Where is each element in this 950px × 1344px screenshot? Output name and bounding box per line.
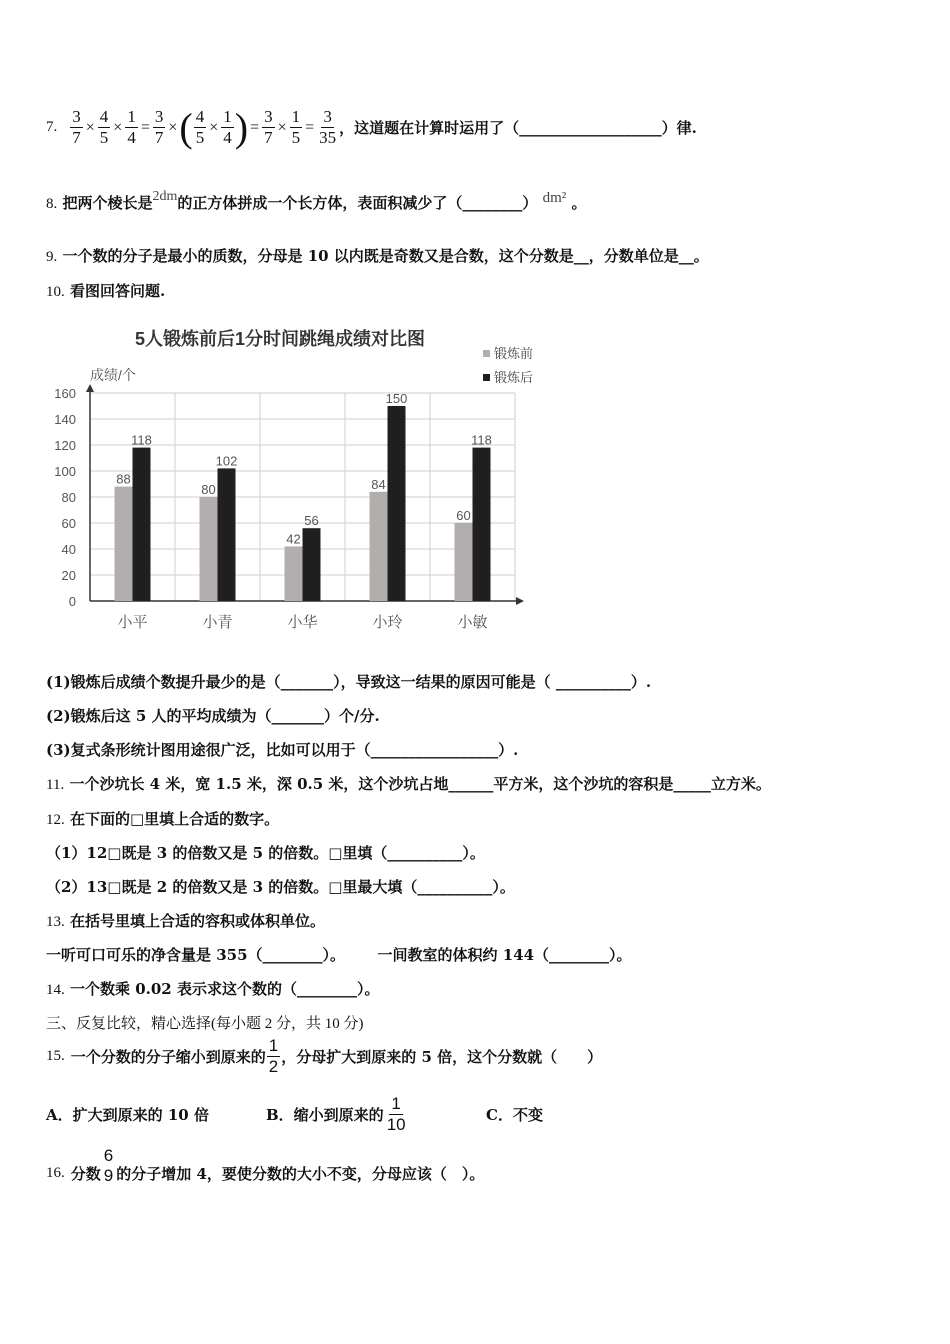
- question-12: [46, 808, 279, 829]
- y-tick-label: 80: [61, 490, 76, 505]
- question-16: [46, 1146, 485, 1193]
- y-tick-label: 0: [68, 594, 76, 609]
- y-tick-label: 100: [54, 464, 76, 479]
- x-tick-label: 小华: [287, 614, 318, 631]
- question-text: 的分子增加 4，要使分数的大小不变，分母应该（ ）。: [116, 1165, 485, 1184]
- bar: [200, 497, 218, 601]
- x-tick-label: 小平: [117, 614, 148, 631]
- fraction: $\frac{3}{35}$: [319, 107, 337, 147]
- question-text: 一个数乘 0.02 表示求这个数的（________）。: [69, 980, 380, 998]
- question-14: [46, 978, 379, 999]
- unit-label: dm²: [542, 190, 567, 206]
- y-tick-label: 140: [54, 412, 76, 427]
- question-12-sub2: （2）13□既是 2 的倍数又是 3 的倍数。□里最大填（__________）。: [46, 878, 515, 896]
- question-15: [46, 1036, 602, 1076]
- question-text: 一个数的分子是最小的质数，分母是 10 以内既是奇数又是合数，这个分数是__，分数单位是__。: [62, 247, 709, 265]
- fraction: $\frac{1}{2}$: [268, 1036, 279, 1076]
- data-label: 42: [286, 531, 301, 547]
- big-paren-open: (: [179, 105, 193, 150]
- question-7: 7. $\frac{3}{7}$ × $\frac{4}{5}$ × $\frac{1}{4}$ = $\frac{3}{7}$ × ( $\frac{4}{5}$ × $\frac{1}{4}$ ) = $\frac{3}{7}$ × $\frac{1}{5}$ = $\frac{3}{35}$ ，这道题在计算时运用了（___________________）律.: [46, 105, 697, 150]
- question-13-sub-a: 一听可口可乐的净含量是 355（________）。: [46, 946, 346, 964]
- section-heading: 三、反复比较，精心选择(每小题 2 分，共 10 分): [46, 1016, 364, 1032]
- bar: [218, 468, 236, 601]
- chart-title: 5人锻炼前后1分时间跳绳成绩对比图: [135, 329, 426, 349]
- question-number: 16.: [46, 1165, 65, 1182]
- option-b[interactable]: B．缩小到原来的 $\frac{1}{10}$: [266, 1094, 406, 1134]
- question-15-options: [46, 1094, 543, 1134]
- x-tick-label: 小青: [202, 614, 233, 631]
- question-number: 12.: [46, 812, 65, 828]
- question-8: 8. 把两个棱长是2dm的正方体拼成一个长方体，表面积减少了（________） dm² 。: [46, 189, 587, 212]
- question-number: 9.: [46, 249, 58, 265]
- question-text: 的正方体拼成一个长方体，表面积减少了（________）: [177, 194, 538, 212]
- fraction: $\frac{4}{5}$: [99, 107, 109, 147]
- question-number: 13.: [46, 914, 65, 930]
- option-a[interactable]: A．扩大到原来的 10 倍: [46, 1105, 209, 1124]
- bar-chart: [40, 320, 560, 640]
- question-text: 看图回答问题.: [69, 282, 166, 300]
- y-tick-label: 20: [61, 568, 76, 583]
- data-label: 80: [201, 482, 216, 497]
- bar: [303, 528, 321, 601]
- question-9: [46, 245, 709, 266]
- option-c[interactable]: C．不变: [486, 1105, 543, 1124]
- question-number: 7.: [46, 119, 58, 135]
- question-12-sub1: （1）12□既是 3 的倍数又是 5 的倍数。□里填（__________）。: [46, 844, 485, 862]
- legend-label: 锻炼后: [494, 370, 534, 385]
- bar: [473, 448, 491, 601]
- question-text: 一个分数的分子缩小到原来的: [70, 1047, 266, 1066]
- question-10-sub3: (3)复式条形统计图用途很广泛，比如可以用于（_________________）.: [46, 741, 519, 759]
- data-label: 88: [116, 471, 131, 487]
- fraction: $\frac{1}{4}$: [127, 107, 136, 147]
- question-text: ，分母扩大到原来的 5 倍，这个分数就（ ）: [281, 1047, 603, 1066]
- data-label: 150: [385, 391, 408, 406]
- question-text: 把两个棱长是: [62, 194, 153, 212]
- question-10-sub1: (1)锻炼后成绩个数提升最少的是（_______），导致这一结果的原因可能是（ __________）.: [46, 673, 652, 691]
- x-tick-label: 小玲: [372, 614, 403, 631]
- question-text: 在括号里填上合适的容积或体积单位。: [69, 912, 325, 930]
- data-label: 118: [471, 432, 492, 448]
- question-text: 一个沙坑长 4 米，宽 1.5 米，深 0.5 米，这个沙坑占地______平方米，这个沙坑的容积是_____立方米。: [69, 775, 771, 793]
- fraction: $\frac{3}{7}$: [264, 107, 273, 147]
- question-10-sub2: (2)锻炼后这 5 人的平均成绩为（_______）个/分.: [46, 707, 380, 725]
- question-number: 14.: [46, 982, 65, 998]
- bar: [133, 448, 151, 601]
- fraction: $\frac{3}{7}$: [72, 107, 81, 147]
- fraction: 6 9: [103, 1146, 114, 1185]
- data-label: 56: [304, 513, 319, 529]
- big-paren-close: ): [234, 105, 249, 150]
- question-number: 8.: [46, 196, 58, 212]
- question-text: 分数: [70, 1165, 101, 1184]
- question-number: 15.: [46, 1047, 65, 1064]
- y-tick-label: 40: [61, 542, 76, 557]
- legend-swatch: [483, 350, 490, 357]
- data-label: 84: [371, 476, 386, 492]
- legend-swatch: [483, 374, 490, 381]
- x-tick-label: 小敏: [457, 614, 488, 631]
- y-tick-label: 60: [61, 516, 76, 531]
- data-label: 118: [131, 432, 152, 448]
- y-axis-arrow: [86, 384, 94, 392]
- y-tick-label: 120: [54, 438, 76, 453]
- y-tick-label: 160: [54, 386, 76, 401]
- question-13-subs: [46, 944, 632, 965]
- unit-label: 2dm: [152, 189, 178, 204]
- fraction: $\frac{4}{5}$: [195, 107, 205, 147]
- legend-label: 锻炼前: [494, 346, 534, 361]
- question-13-sub-b: 一间教室的体积约 144（________）。: [377, 946, 632, 964]
- bar: [370, 492, 388, 601]
- question-number: 10.: [46, 284, 65, 300]
- question-text: 在下面的□里填上合适的数字。: [69, 810, 280, 828]
- data-label: 60: [456, 508, 471, 523]
- x-axis-arrow: [516, 597, 524, 605]
- bar: [388, 406, 406, 601]
- data-label: 102: [215, 453, 238, 469]
- question-10: [46, 280, 165, 301]
- fraction: $\frac{1}{4}$: [223, 107, 232, 147]
- y-axis-label: 成绩/个: [90, 367, 136, 383]
- fraction: $\frac{1}{10}$: [386, 1094, 406, 1134]
- question-13: [46, 910, 325, 931]
- bar: [115, 487, 133, 601]
- fraction: $\frac{3}{7}$: [154, 107, 164, 147]
- question-text: ，这道题在计算时运用了（___________________）律.: [339, 119, 697, 137]
- bar: [455, 523, 473, 601]
- fraction: $\frac{1}{5}$: [291, 107, 301, 147]
- question-11: [46, 773, 771, 794]
- question-number: 11.: [46, 777, 65, 793]
- bar: [285, 546, 303, 601]
